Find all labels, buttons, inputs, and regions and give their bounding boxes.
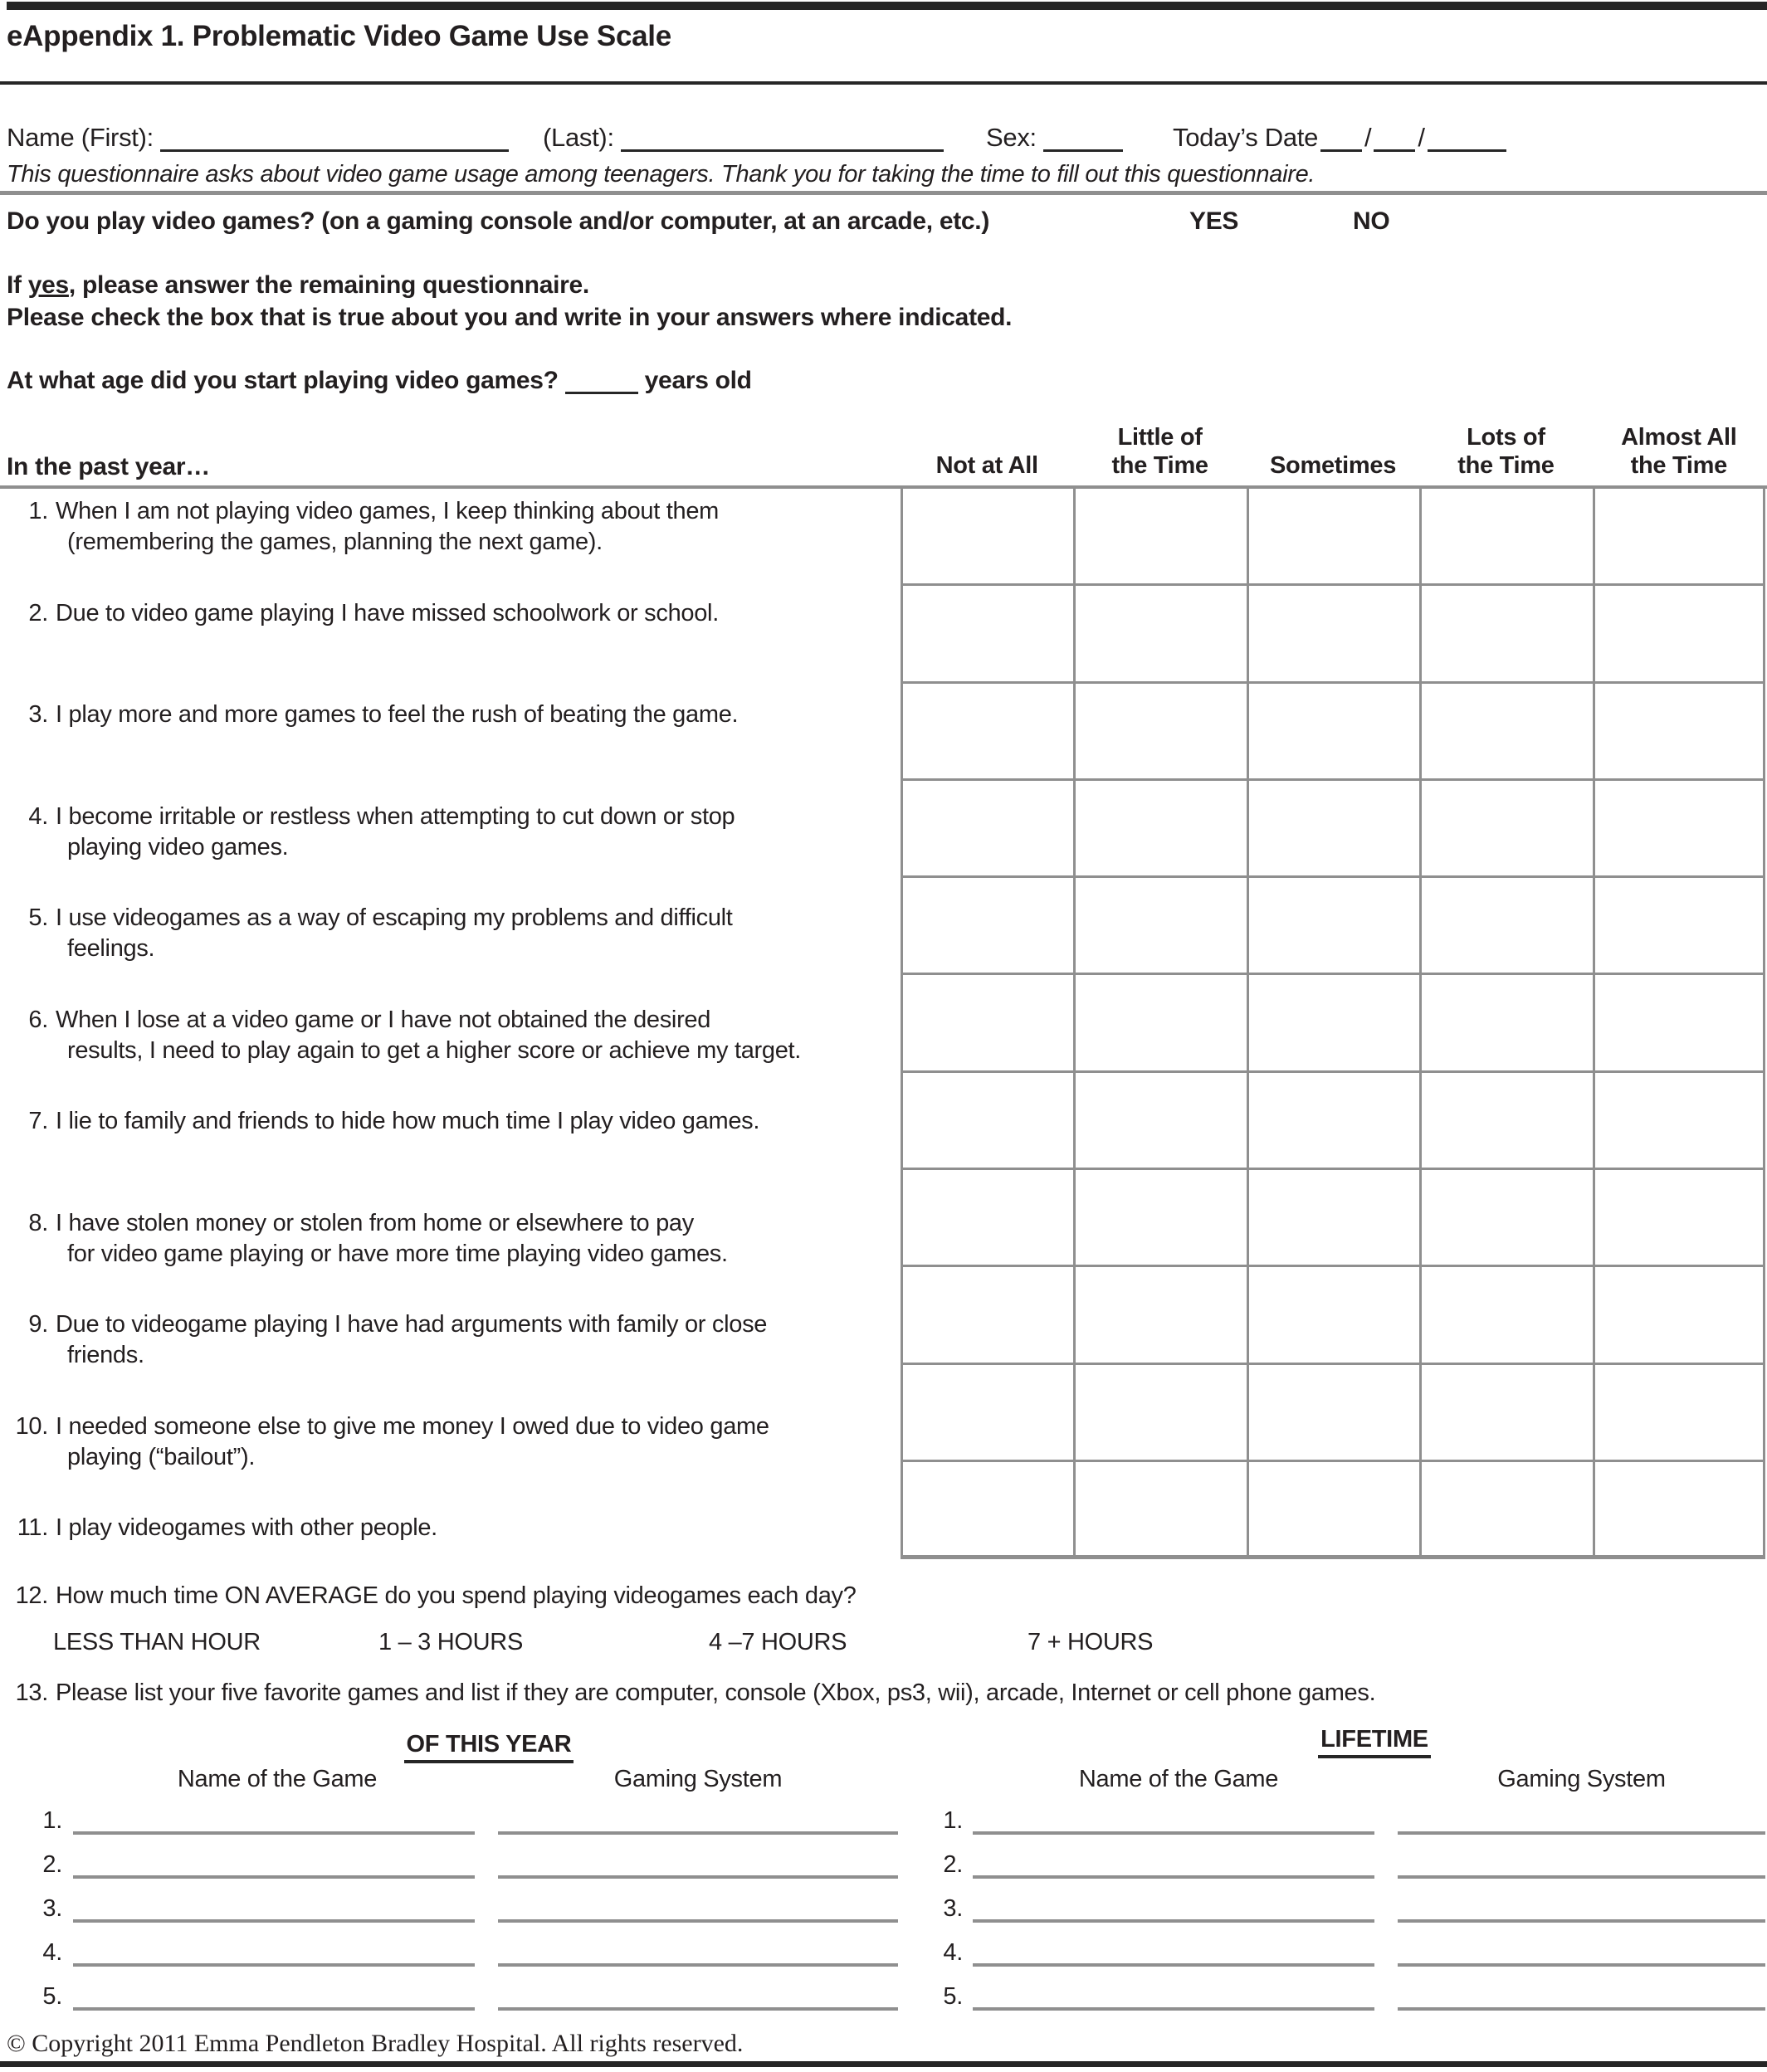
gaming-system-blank[interactable] [1398,2002,1765,2011]
question-text: I play more and more games to feel the rush of beating the game. [56,701,739,728]
question-number: 3. [28,701,48,728]
game-name-blank[interactable] [973,1958,1374,1967]
rating-cell[interactable] [1593,586,1765,683]
age-suffix: years old [644,367,752,394]
rating-cell[interactable] [1593,1267,1765,1364]
rating-cell[interactable] [1247,878,1419,975]
gaming-system-blank[interactable] [498,1870,898,1879]
game-list-row [9,1923,898,1967]
rating-cell[interactable] [1247,1267,1419,1364]
game-list-row [9,1879,898,1923]
question-text: When I am not playing video games, I keep thinking about them (remembering the games, planning the next game). [56,498,720,555]
question-number: 7. [28,1108,48,1134]
game-name-blank[interactable] [73,1826,475,1835]
option-1-3-hours[interactable]: 1 – 3 HOURS [378,1629,523,1655]
scale-lead-in: In the past year… [7,453,210,480]
copyright-notice: © Copyright 2011 Emma Pendleton Bradley Hospital. All rights reserved. [7,2030,744,2057]
last-name-blank[interactable] [621,121,944,152]
row-number: 2. [42,1851,62,1878]
game-name-blank[interactable] [73,1870,475,1879]
rating-cell[interactable] [1073,489,1246,586]
game-name-blank[interactable] [973,1826,1374,1835]
scale-question [7,1513,895,1543]
gaming-system-blank[interactable] [498,1958,898,1967]
rating-cell[interactable] [901,684,1073,781]
rating-cell[interactable] [1593,781,1765,878]
question-number: 9. [28,1311,48,1338]
rating-cell[interactable] [1593,489,1765,586]
first-name-label: Name (First): [7,123,154,152]
game-list-row [9,1835,898,1879]
row-number: 2. [943,1851,963,1878]
scale-column-headers [901,415,1765,480]
rating-cell[interactable] [1593,975,1765,1072]
rating-cell[interactable] [901,1365,1073,1462]
rating-cell[interactable] [901,1267,1073,1364]
rating-cell[interactable] [1247,489,1419,586]
row-number: 1. [943,1807,963,1834]
scale-question [7,1106,895,1137]
rating-cell[interactable] [901,1073,1073,1170]
question-text: How much time ON AVERAGE do you spend playing videogames each day? [56,1582,857,1609]
rating-cell[interactable] [1073,1267,1246,1364]
scale-question [7,1309,895,1371]
rating-cell[interactable] [1247,1170,1419,1267]
gaming-system-blank[interactable] [498,2002,898,2011]
top-rule [7,2,1767,10]
rating-cell[interactable] [901,975,1073,1072]
column-header-little-of-the-time: Little of the Time [1111,424,1208,479]
row-number: 1. [42,1807,62,1834]
rating-cell[interactable] [901,586,1073,683]
rating-cell[interactable] [1419,1073,1592,1170]
rating-cell[interactable] [901,781,1073,878]
option-7-plus-hours[interactable]: 7 + HOURS [1027,1629,1154,1655]
option-less-than-hour[interactable]: LESS THAN HOUR [53,1629,261,1655]
question-number: 10. [15,1412,48,1440]
question-number: 13. [15,1680,48,1706]
check-instruction: Please check the box that is true about you and write in your answers where indicated. [7,304,1013,331]
rating-cell[interactable] [1419,489,1592,586]
section-divider [0,191,1767,195]
scale-question [7,598,895,629]
gaming-system-blank[interactable] [1398,1870,1765,1879]
rating-cell[interactable] [1073,781,1246,878]
screening-question-row [0,207,1767,241]
rating-cell[interactable] [1073,1365,1246,1462]
rating-cell[interactable] [1419,1170,1592,1267]
identity-row [0,121,1767,158]
rating-cell[interactable] [1419,781,1592,878]
row-number: 5. [943,1983,963,2010]
name-of-game-header: Name of the Game [177,1766,378,1792]
age-question: At what age did you start playing video games? [7,367,559,394]
scale-question [7,1411,895,1473]
age-question-row [7,363,752,395]
date-slash: / [1364,123,1372,152]
question-text: I have stolen money or stolen from home or elsewhere to pay for video game playing or have more time playing video games. [56,1209,728,1267]
sex-blank[interactable] [1043,121,1123,152]
row-number: 3. [943,1895,963,1922]
rating-cell[interactable] [1247,781,1419,878]
games-section-title: OF THIS YEAR [80,1731,898,1763]
game-name-blank[interactable] [73,1958,475,1967]
rating-cell[interactable] [1419,975,1592,1072]
scale-question [7,496,895,558]
question-text: I become irritable or restless when attempting to cut down or stop playing video games. [56,802,735,860]
game-name-blank[interactable] [973,1870,1374,1879]
question-number: 6. [28,1006,48,1033]
rating-cell[interactable] [1073,878,1246,975]
rating-cell[interactable] [1593,1365,1765,1462]
first-name-blank[interactable] [160,121,509,152]
rating-cell[interactable] [1073,1462,1246,1559]
column-header-lots-of-the-time: Lots of the Time [1457,424,1555,479]
rating-cell[interactable] [1073,975,1246,1072]
if-yes-prefix: If [7,271,28,299]
date-month-blank[interactable] [1320,121,1362,152]
scale-question [7,1208,895,1270]
rating-cell[interactable] [901,878,1073,975]
scale-question [7,700,895,730]
game-rows [0,1791,898,2011]
rating-cell[interactable] [1073,1073,1246,1170]
rating-cell[interactable] [1419,684,1592,781]
screening-question: Do you play video games? (on a gaming console and/or computer, at an arcade, etc.) [7,207,990,235]
game-name-blank[interactable] [973,1914,1374,1923]
rating-cell[interactable] [1247,1073,1419,1170]
question-13 [7,1678,1375,1709]
scale-question [7,903,895,964]
game-list-row [9,1791,898,1835]
column-header-sometimes: Sometimes [1270,452,1397,479]
rating-cell[interactable] [1247,1462,1419,1559]
row-number: 5. [42,1983,62,2010]
game-list-row [9,1967,898,2011]
rating-cell[interactable] [1593,878,1765,975]
intro-note: This questionnaire asks about video game usage among teenagers. Thank you for taking the time to fill out this questionnaire. [7,161,1315,188]
favorite-games-section [0,1726,1767,2025]
games-section-title: LIFETIME [984,1726,1765,1758]
option-4-7-hours[interactable]: 4 –7 HOURS [709,1629,847,1655]
question-text: When I lose at a video game or I have not obtained the desired results, I need to play again to get a higher score or achieve my target. [56,1006,802,1064]
age-blank[interactable] [565,363,638,394]
question-number: 5. [28,904,48,931]
rating-cell[interactable] [1419,1365,1592,1462]
question-text: I play videogames with other people. [56,1514,437,1541]
game-name-blank[interactable] [73,2002,475,2011]
rating-cell[interactable] [1247,684,1419,781]
question-12-options [0,1629,1767,1662]
last-name-label: (Last): [543,123,614,152]
gaming-system-blank[interactable] [498,1826,898,1835]
rating-cell[interactable] [1247,975,1419,1072]
no-option[interactable]: NO [1353,207,1390,235]
game-list-row [910,1967,1767,2011]
rating-cell[interactable] [1247,586,1419,683]
question-number: 2. [28,599,48,626]
games-lifetime [898,1726,1767,2025]
question-number: 4. [28,802,48,830]
game-rows [898,1791,1767,2011]
gaming-system-blank[interactable] [1398,1826,1765,1835]
rating-cell[interactable] [1073,586,1246,683]
question-number: 8. [28,1209,48,1236]
if-yes-underlined: yes [27,271,69,299]
question-number: 12. [15,1582,48,1609]
rating-cell[interactable] [1593,1170,1765,1267]
game-list-row [910,1879,1767,1923]
rating-cell[interactable] [901,1170,1073,1267]
if-yes-suffix: , please answer the remaining questionnaire. [68,271,589,299]
page-title: eAppendix 1. Problematic Video Game Use Scale [7,20,671,52]
gaming-system-blank[interactable] [498,1914,898,1923]
name-of-game-header: Name of the Game [1078,1766,1279,1792]
games-of-this-year [0,1726,898,2025]
question-text: I use videogames as a way of escaping my problems and difficult feelings. [56,904,733,962]
question-text: Due to video game playing I have missed schoolwork or school. [56,599,719,626]
title-divider [0,81,1767,85]
row-number: 4. [42,1939,62,1966]
question-text: I lie to family and friends to hide how much time I play video games. [56,1108,760,1134]
rating-cell[interactable] [1419,1267,1592,1364]
question-number: 1. [28,498,48,524]
rating-cell[interactable] [901,1462,1073,1559]
question-text: Due to videogame playing I have had arguments with family or close friends. [56,1311,768,1368]
gaming-system-blank[interactable] [1398,1958,1765,1967]
rating-cell[interactable] [1073,684,1246,781]
gaming-system-header: Gaming System [613,1766,783,1792]
rating-cell[interactable] [901,489,1073,586]
date-year-blank[interactable] [1428,121,1506,152]
row-number: 3. [42,1895,62,1922]
rating-cell[interactable] [1419,1462,1592,1559]
question-12 [7,1581,857,1611]
game-list-row [910,1923,1767,1967]
game-list-row [910,1791,1767,1835]
date-label: Today’s Date [1173,123,1319,152]
rating-cell[interactable] [1247,1365,1419,1462]
rating-cell[interactable] [1073,1170,1246,1267]
date-slash: / [1418,123,1425,152]
game-name-blank[interactable] [973,2002,1374,2011]
scale-question [7,802,895,863]
scale-table [0,485,1767,1563]
question-text: Please list your five favorite games and list if they are computer, console (Xbox, ps3, wii), arcade, Internet or cell phone games. [56,1680,1376,1706]
game-list-row [910,1835,1767,1879]
sex-label: Sex: [986,123,1037,152]
rating-cell[interactable] [1419,878,1592,975]
rating-cell[interactable] [1593,1073,1765,1170]
yes-option[interactable]: YES [1189,207,1239,235]
rating-cell[interactable] [1593,1462,1765,1559]
column-header-almost-all-the-time: Almost All the Time [1621,424,1737,479]
column-header-not-at-all: Not at All [935,452,1038,479]
game-name-blank[interactable] [73,1914,475,1923]
bottom-rule [0,2061,1767,2067]
date-day-blank[interactable] [1374,121,1415,152]
rating-grid [901,489,1765,1559]
gaming-system-header: Gaming System [1497,1766,1666,1792]
row-number: 4. [943,1939,963,1966]
question-number: 11. [17,1514,48,1541]
question-text: I needed someone else to give me money I owed due to video game playing (“bailout”). [56,1412,769,1470]
rating-cell[interactable] [1419,586,1592,683]
if-yes-instruction [7,271,589,300]
scale-question [7,1005,895,1066]
gaming-system-blank[interactable] [1398,1914,1765,1923]
rating-cell[interactable] [1593,684,1765,781]
